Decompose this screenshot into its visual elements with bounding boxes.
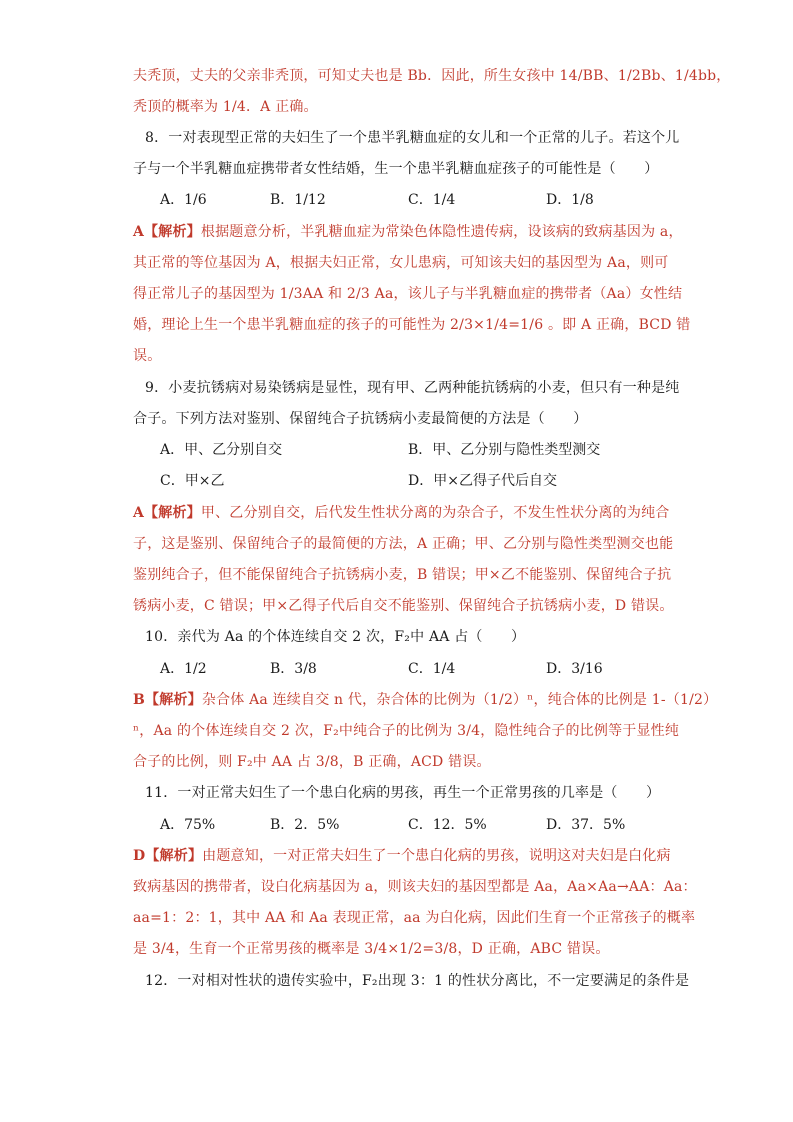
- text-line-a10b: [133, 721, 679, 741]
- option-o11-3: D．37．5%: [546, 817, 626, 833]
- text-line-q11: [145, 783, 660, 803]
- text-line-a11a: [133, 846, 671, 866]
- text-line-content: 根据题意分析，半乳糖血症为常染色体隐性遗传病，设该病的致病基因为 a，: [200, 224, 683, 240]
- text-line-content: 合子。下列方法对鉴别、保留纯合子抗锈病小麦最简便的方法是（ ）: [133, 411, 588, 427]
- option-o8-1: B．1/12: [270, 192, 326, 208]
- text-line-content: 由题意知，一对正常夫妇生了一个患白化病的男孩，说明这对夫妇是白化病: [202, 848, 671, 864]
- text-line-content: 子与一个半乳糖血症携带者女性结婚，生一个患半乳糖血症孩子的可能性是（ ）: [133, 161, 659, 177]
- text-line-a9b: [133, 534, 673, 554]
- text-line-a11d: [133, 939, 610, 959]
- text-line-a10a: [133, 690, 717, 710]
- text-line-content: 致病基因的携带者，设白化病基因为 a，则该夫妇的基因型都是 Aa，Aa×Aa→AA：Aa：: [133, 879, 697, 895]
- text-line-q9a: [145, 378, 680, 398]
- text-line-content: 子，这是鉴别、保留纯合子的最简便的方法，A 正确；甲、乙分别与隐性类型测交也能: [133, 536, 674, 552]
- option-o10-1: B．3/8: [270, 661, 317, 677]
- text-line-q8b: [133, 159, 658, 179]
- text-line-content: 杂合体 Aa 连续自交 n 代，杂合体的比例为（1/2）ⁿ，纯合体的比例是 1-（1/2）: [201, 692, 718, 708]
- text-line-a10c: [133, 752, 491, 772]
- text-line-q10: [145, 627, 525, 647]
- text-line-content: 是 3/4，生育一个正常男孩的概率是 3/4×1/2=3/8，D 正确，ABC 错误。: [133, 941, 610, 957]
- text-line-q8a: [145, 128, 680, 148]
- option-o9a-1: B．甲、乙分别与隐性类型测交: [408, 442, 601, 458]
- text-line-a9a: [133, 503, 669, 523]
- text-line-content: 夫秃顶，丈夫的父亲非秃顶，可知丈夫也是 Bb．因此，所生女孩中 14/BB、1/2Bb、1/4bb，: [133, 68, 731, 84]
- text-line-a11b: [133, 877, 697, 897]
- option-o8-0: A．1/6: [160, 192, 207, 208]
- text-line-content: 其正常的等位基因为 A，根据夫妇正常，女儿患病，可知该夫妇的基因型为 Aa，则可: [133, 255, 669, 271]
- text-line-content: 甲、乙分别自交，后代发生性状分离的为杂合子，不发生性状分离的为纯合: [200, 505, 670, 521]
- text-line-content: aa=1：2：1，其中 AA 和 Aa 表现正常，aa 为白化病，因此们生育一个正常孩子的概率: [133, 910, 696, 926]
- text-line-content: 9．小麦抗锈病对易染锈病是显性，现有甲、乙两种能抗锈病的小麦，但只有一种是纯: [145, 380, 680, 396]
- text-line-a9d: [133, 596, 674, 616]
- text-line-content: 鉴别纯合子，但不能保留纯合子抗锈病小麦，B 错误；甲×乙不能鉴别、保留纯合子抗: [133, 567, 672, 583]
- option-o8-3: D．1/8: [546, 192, 594, 208]
- option-o10-3: D．3/16: [546, 661, 603, 677]
- answer-tag: D【解析】: [133, 848, 203, 864]
- text-line-a8e: [133, 346, 161, 366]
- text-line-q12: [145, 971, 689, 991]
- option-o10-2: C．1/4: [408, 661, 456, 677]
- text-line-q9b: [133, 409, 587, 429]
- text-line-content: 得正常儿子的基因型为 1/3AA 和 2/3 Aa，该儿子与半乳糖血症的携带者（Aa）女性结: [133, 286, 683, 302]
- text-line-content: 误。: [133, 348, 162, 364]
- text-line-content: 合子的比例，则 F₂中 AA 占 3/8，B 正确，ACD 错误。: [133, 754, 491, 770]
- answer-tag: B【解析】: [133, 692, 202, 708]
- text-line-content: 11．一对正常夫妇生了一个患白化病的男孩，再生一个正常男孩的几率是（ ）: [145, 785, 661, 801]
- text-line-content: 秃顶的概率为 1/4．A 正确。: [133, 99, 318, 115]
- text-line-content: 锈病小麦，C 错误；甲×乙得子代后自交不能鉴别、保留纯合子抗锈病小麦，D 错误。: [133, 598, 674, 614]
- text-line-a8c: [133, 284, 682, 304]
- text-line-l2: [133, 97, 318, 117]
- option-o9b-1: D．甲×乙得子代后自交: [408, 473, 557, 489]
- option-o11-2: C．12．5%: [408, 817, 487, 833]
- option-o9a-0: A．甲、乙分别自交: [160, 442, 283, 458]
- text-line-a9c: [133, 565, 671, 585]
- option-o11-0: A．75%: [160, 817, 216, 833]
- option-o8-2: C．1/4: [408, 192, 456, 208]
- text-line-a11c: [133, 908, 695, 928]
- text-line-a8d: [133, 315, 691, 335]
- text-line-content: 8．一对表现型正常的夫妇生了一个患半乳糖血症的女儿和一个正常的儿子。若这个儿: [145, 130, 680, 146]
- text-line-a8b: [133, 253, 668, 273]
- option-o11-1: B．2．5%: [270, 817, 340, 833]
- text-line-content: ⁿ，Aa 的个体连续自交 2 次，F₂中纯合子的比例为 3/4，隐性纯合子的比例等于显性纯: [133, 723, 680, 739]
- text-line-l1: [133, 66, 731, 86]
- option-o10-0: A．1/2: [160, 661, 207, 677]
- text-line-content: 10．亲代为 Aa 的个体连续自交 2 次，F₂中 AA 占（ ）: [145, 629, 526, 645]
- text-line-a8a: [133, 222, 683, 242]
- answer-tag: A【解析】: [133, 505, 201, 521]
- text-line-content: 12．一对相对性状的遗传实验中，F₂出现 3：1 的性状分离比，不一定要满足的条件是: [145, 973, 690, 989]
- text-line-content: 婚，理论上生一个患半乳糖血症的孩子的可能性为 2/3×1/4=1/6 。即 A 正确，BCD 错: [133, 317, 691, 333]
- option-o9b-0: C．甲×乙: [160, 473, 225, 489]
- answer-tag: A【解析】: [133, 224, 201, 240]
